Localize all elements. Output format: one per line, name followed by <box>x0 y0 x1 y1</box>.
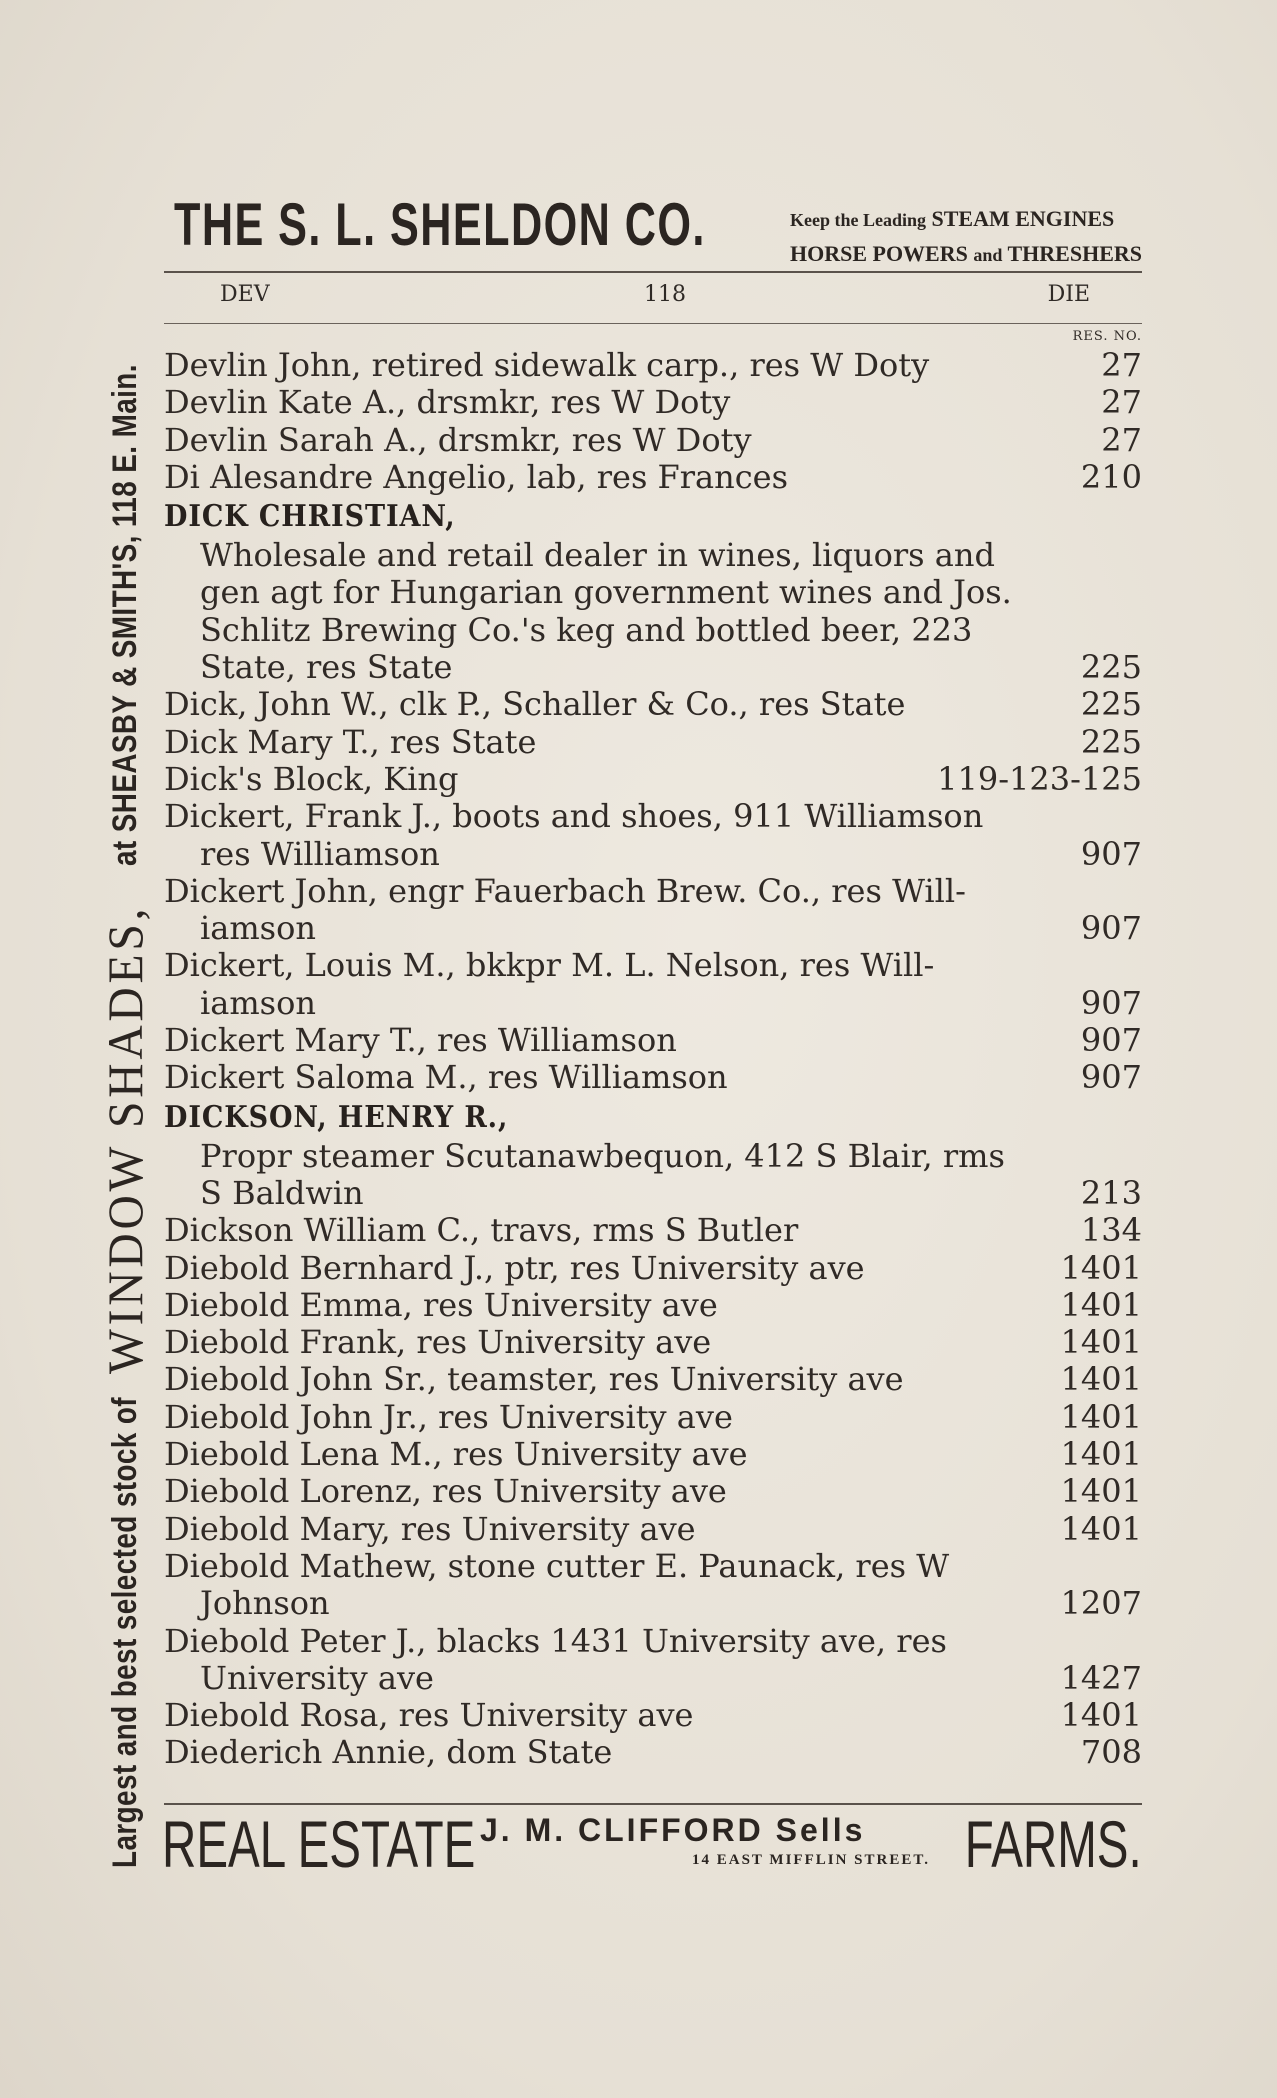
entry-line <box>164 384 1142 421</box>
entry-text: Dickert Mary T., res Williamson <box>164 1021 677 1060</box>
entry-text: Diebold Emma, res University ave <box>164 1285 718 1324</box>
directory-entry <box>164 1623 1142 1698</box>
directory-entry <box>164 1324 1142 1361</box>
residence-number: 134 <box>1080 1211 1142 1250</box>
entry-line <box>164 1361 1142 1398</box>
entry-line <box>164 686 1142 723</box>
residence-number: 27 <box>1101 383 1142 422</box>
entry-line <box>164 1250 1142 1287</box>
entry-text: Wholesale and retail dealer in wines, liquors and <box>200 536 995 575</box>
entry-line <box>164 1734 1142 1771</box>
entry-line <box>164 947 1142 984</box>
side-ad-part-3: at SHEASBY & SMITH'S, 118 E. Main. <box>105 364 144 867</box>
entry-line <box>164 1623 1142 1660</box>
residence-number: 210 <box>1080 457 1142 496</box>
header-rule <box>164 271 1142 273</box>
directory-entry <box>164 686 1142 723</box>
entry-text: Diebold Rosa, res University ave <box>164 1696 694 1735</box>
header-tagline <box>790 202 1142 272</box>
entry-line <box>164 724 1142 761</box>
entry-text: S Baldwin <box>200 1173 364 1212</box>
entry-text: Diebold Frank, res University ave <box>164 1323 712 1362</box>
entry-text: Dickson William C., travs, rms S Butler <box>164 1211 799 1250</box>
residence-number: 27 <box>1101 420 1142 459</box>
entry-line <box>164 1175 1142 1212</box>
entry-line <box>164 537 1142 574</box>
running-head <box>164 282 1142 316</box>
residence-number: 225 <box>1080 722 1142 761</box>
residence-number: 907 <box>1080 1058 1142 1097</box>
directory-entry <box>164 798 1142 873</box>
entry-text: Dickert John, engr Fauerbach Brew. Co., res Will- <box>164 871 966 910</box>
residence-number: 1401 <box>1060 1397 1142 1436</box>
entry-text: Diebold Mathew, stone cutter E. Paunack, res W <box>164 1546 950 1585</box>
entry-text: iamson <box>200 983 316 1022</box>
entry-line <box>164 612 1142 649</box>
entry-line <box>164 574 1142 611</box>
entry-text: Diebold Lena M., res University ave <box>164 1435 748 1474</box>
residence-number: 1401 <box>1060 1285 1142 1324</box>
business-heading: DICKSON, HENRY R., <box>164 1099 509 1135</box>
entry-line <box>164 1138 1142 1175</box>
footer-farms: FARMS. <box>965 1807 1142 1881</box>
entry-line <box>164 1324 1142 1361</box>
footer-clifford: J. M. CLIFFORD Sells <box>480 1812 866 1848</box>
directory-entry <box>164 1250 1142 1287</box>
directory-entry <box>164 761 1142 798</box>
residence-number: 225 <box>1080 685 1142 724</box>
residence-number: 1401 <box>1060 1472 1142 1511</box>
entry-text: Diebold Lorenz, res University ave <box>164 1472 727 1511</box>
directory-entry <box>164 1436 1142 1473</box>
tagline-and: and <box>973 245 1003 265</box>
tagline-keep: Keep the Leading <box>789 210 926 230</box>
tagline-threshers: THRESHERS <box>1007 241 1142 266</box>
directory-entry <box>164 347 1142 384</box>
footer-address: 14 EAST MIFFLIN STREET. <box>692 1852 930 1868</box>
entry-line <box>164 873 1142 910</box>
directory-entry <box>164 422 1142 459</box>
tagline-steam-engines: STEAM ENGINES <box>931 206 1115 231</box>
entry-line <box>164 798 1142 835</box>
side-ad-part-1: Largest and best selected stock of <box>105 1396 144 1868</box>
entry-line <box>164 1473 1142 1510</box>
entry-line <box>164 836 1142 873</box>
directory-entry <box>164 459 1142 496</box>
entry-text: State, res State <box>200 648 453 687</box>
entry-text: Schlitz Brewing Co.'s keg and bottled beer, 223 <box>200 610 973 649</box>
directory-entry <box>164 1399 1142 1436</box>
entry-line <box>164 1511 1142 1548</box>
firm-name: THE S. L. SHELDON CO. <box>174 191 706 258</box>
residence-number: 1401 <box>1060 1435 1142 1474</box>
residence-number: 1401 <box>1060 1509 1142 1548</box>
page-number: 118 <box>644 282 686 307</box>
entry-text: Di Alesandre Angelio, lab, res Frances <box>164 457 788 496</box>
tagline-horse-powers: HORSE POWERS <box>789 241 968 266</box>
residence-number: 708 <box>1080 1733 1142 1772</box>
residence-number: 225 <box>1080 648 1142 687</box>
entry-text: Johnson <box>200 1584 330 1623</box>
entry-line <box>164 422 1142 459</box>
side-advertisement <box>95 168 155 1868</box>
entry-line <box>164 1399 1142 1436</box>
residence-number: 1427 <box>1060 1658 1142 1697</box>
entry-text: Diebold Mary, res University ave <box>164 1509 696 1548</box>
directory-listing <box>164 347 1142 1772</box>
directory-entry <box>164 1361 1142 1398</box>
directory-entry <box>164 1548 1142 1623</box>
entry-text: Diebold John Jr., res University ave <box>164 1397 733 1436</box>
residence-number: 907 <box>1080 909 1142 948</box>
directory-entry <box>164 1212 1142 1249</box>
entry-text: Diederich Annie, dom State <box>164 1733 613 1772</box>
entry-text: Diebold John Sr., teamster, res University ave <box>164 1360 904 1399</box>
entry-text: Dickert, Louis M., bkkpr M. L. Nelson, res Will- <box>164 946 935 985</box>
directory-entry <box>164 1734 1142 1771</box>
directory-entry <box>164 947 1142 1022</box>
entry-line <box>164 347 1142 384</box>
entry-text: Dickert, Frank J., boots and shoes, 911 Williamson <box>164 797 984 836</box>
entry-text: Dick's Block, King <box>164 759 459 798</box>
directory-entry <box>164 496 1142 686</box>
entry-text: Dick, John W., clk P., Schaller & Co., res State <box>164 685 906 724</box>
entry-line <box>164 459 1142 496</box>
running-head-left: DEV <box>220 282 270 307</box>
entry-line <box>164 1022 1142 1059</box>
residence-number: 907 <box>1080 983 1142 1022</box>
residence-number: 907 <box>1080 1021 1142 1060</box>
entry-text: iamson <box>200 909 316 948</box>
entry-text: Devlin John, retired sidewalk carp., res W Doty <box>164 346 930 384</box>
footer-real-estate: REAL ESTATE <box>162 1807 476 1881</box>
directory-entry <box>164 724 1142 761</box>
entry-text: Devlin Kate A., drsmkr, res W Doty <box>164 383 731 422</box>
entry-text: University ave <box>200 1658 434 1697</box>
directory-entry <box>164 1059 1142 1096</box>
directory-entry <box>164 1473 1142 1510</box>
entry-text: gen agt for Hungarian government wines and Jos. <box>200 573 1012 612</box>
entry-line <box>164 1660 1142 1697</box>
column-header: RES. NO. <box>1072 329 1142 344</box>
residence-number: 907 <box>1080 834 1142 873</box>
side-ad-window-shades: WINDOW SHADES, <box>97 904 153 1374</box>
entry-text: Dickert Saloma M., res Williamson <box>164 1058 728 1097</box>
running-head-rule <box>164 323 1142 324</box>
business-heading: DICK CHRISTIAN, <box>164 499 456 535</box>
directory-entry <box>164 1287 1142 1324</box>
entry-text: Diebold Peter J., blacks 1431 University ave, res <box>164 1621 947 1660</box>
entry-line <box>164 1059 1142 1096</box>
entry-line <box>164 1697 1142 1734</box>
entry-text: res Williamson <box>200 834 440 873</box>
residence-number: 27 <box>1101 346 1142 384</box>
running-head-right: DIE <box>1047 282 1090 307</box>
directory-entry <box>164 384 1142 421</box>
directory-entry <box>164 1511 1142 1548</box>
directory-entry <box>164 1697 1142 1734</box>
entry-line <box>164 1548 1142 1585</box>
directory-entry <box>164 1022 1142 1059</box>
directory-entry <box>164 873 1142 948</box>
directory-entry <box>164 1097 1142 1213</box>
entry-line <box>164 649 1142 686</box>
entry-line <box>164 1212 1142 1249</box>
entry-text: Devlin Sarah A., drsmkr, res W Doty <box>164 420 752 459</box>
entry-text: Propr steamer Scutanawbequon, 412 S Blair, rms <box>200 1136 1005 1175</box>
residence-number: 1401 <box>1060 1360 1142 1399</box>
entry-text: Diebold Bernhard J., ptr, res University ave <box>164 1248 865 1287</box>
entry-text: Dick Mary T., res State <box>164 722 537 761</box>
entry-line <box>164 1585 1142 1622</box>
entry-line <box>164 910 1142 947</box>
footer-rule <box>164 1803 1142 1805</box>
entry-line <box>164 985 1142 1022</box>
residence-number: 1401 <box>1060 1696 1142 1735</box>
entry-line <box>164 761 1142 798</box>
page-header-ad <box>174 190 1142 270</box>
residence-number: 1401 <box>1060 1248 1142 1287</box>
footer-advertisement <box>162 1806 1142 1886</box>
entry-line <box>164 1287 1142 1324</box>
residence-number: 119-123-125 <box>937 759 1142 798</box>
residence-number: 213 <box>1080 1173 1142 1212</box>
residence-number: 1401 <box>1060 1323 1142 1362</box>
residence-number: 1207 <box>1060 1584 1142 1623</box>
entry-line <box>164 1436 1142 1473</box>
